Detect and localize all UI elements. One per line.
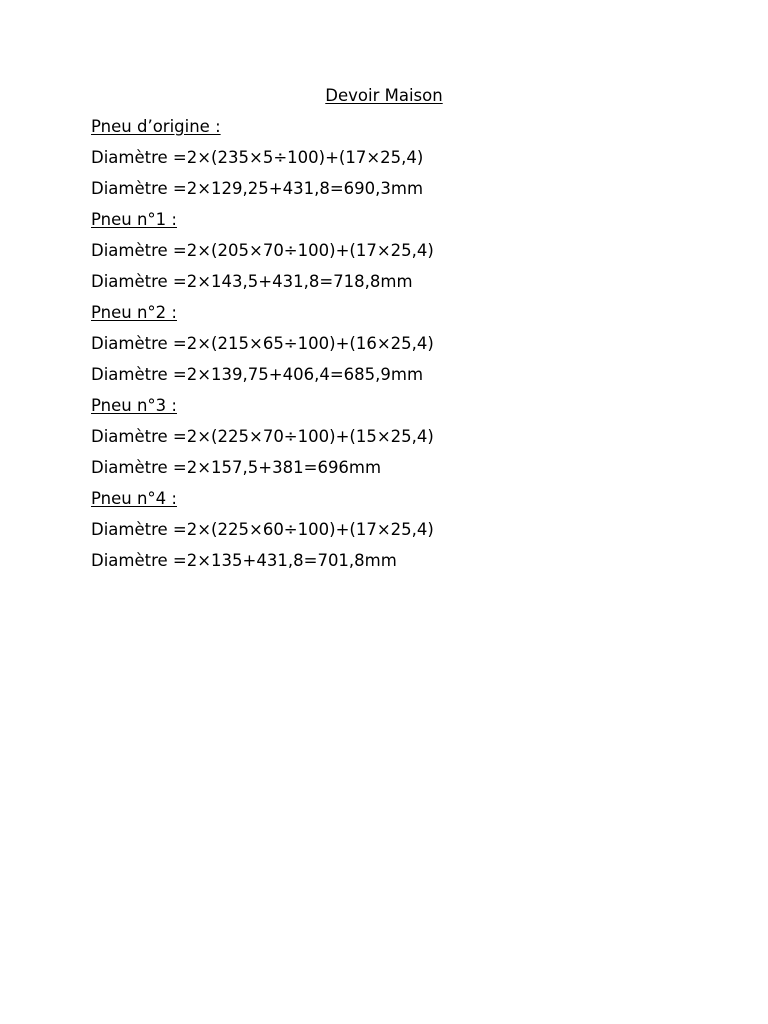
diameter-result: Diamètre =2×157,5+381=696mm bbox=[91, 457, 382, 477]
diameter-formula: Diamètre =2×(235×5÷100)+(17×25,4) bbox=[91, 147, 424, 167]
diameter-formula: Diamètre =2×(225×70÷100)+(15×25,4) bbox=[91, 426, 434, 446]
section-pneu-4 bbox=[91, 488, 731, 572]
diameter-formula: Diamètre =2×(215×65÷100)+(16×25,4) bbox=[91, 333, 434, 353]
section-pneu-1 bbox=[91, 209, 731, 293]
diameter-result: Diamètre =2×139,75+406,4=685,9mm bbox=[91, 364, 424, 384]
diameter-result: Diamètre =2×129,25+431,8=690,3mm bbox=[91, 178, 424, 198]
section-heading: Pneu n°2 : bbox=[91, 302, 177, 322]
section-pneu-3 bbox=[91, 395, 731, 479]
diameter-result: Diamètre =2×143,5+431,8=718,8mm bbox=[91, 271, 413, 291]
document-title: Devoir Maison bbox=[325, 86, 443, 105]
section-heading: Pneu n°1 : bbox=[91, 209, 177, 229]
section-pneu-origine bbox=[91, 116, 731, 200]
diameter-formula: Diamètre =2×(205×70÷100)+(17×25,4) bbox=[91, 240, 434, 260]
section-heading: Pneu d’origine : bbox=[91, 116, 221, 136]
document-body bbox=[91, 116, 731, 581]
section-pneu-2 bbox=[91, 302, 731, 386]
section-heading: Pneu n°3 : bbox=[91, 395, 177, 415]
diameter-result: Diamètre =2×135+431,8=701,8mm bbox=[91, 550, 397, 570]
section-heading: Pneu n°4 : bbox=[91, 488, 177, 508]
diameter-formula: Diamètre =2×(225×60÷100)+(17×25,4) bbox=[91, 519, 434, 539]
